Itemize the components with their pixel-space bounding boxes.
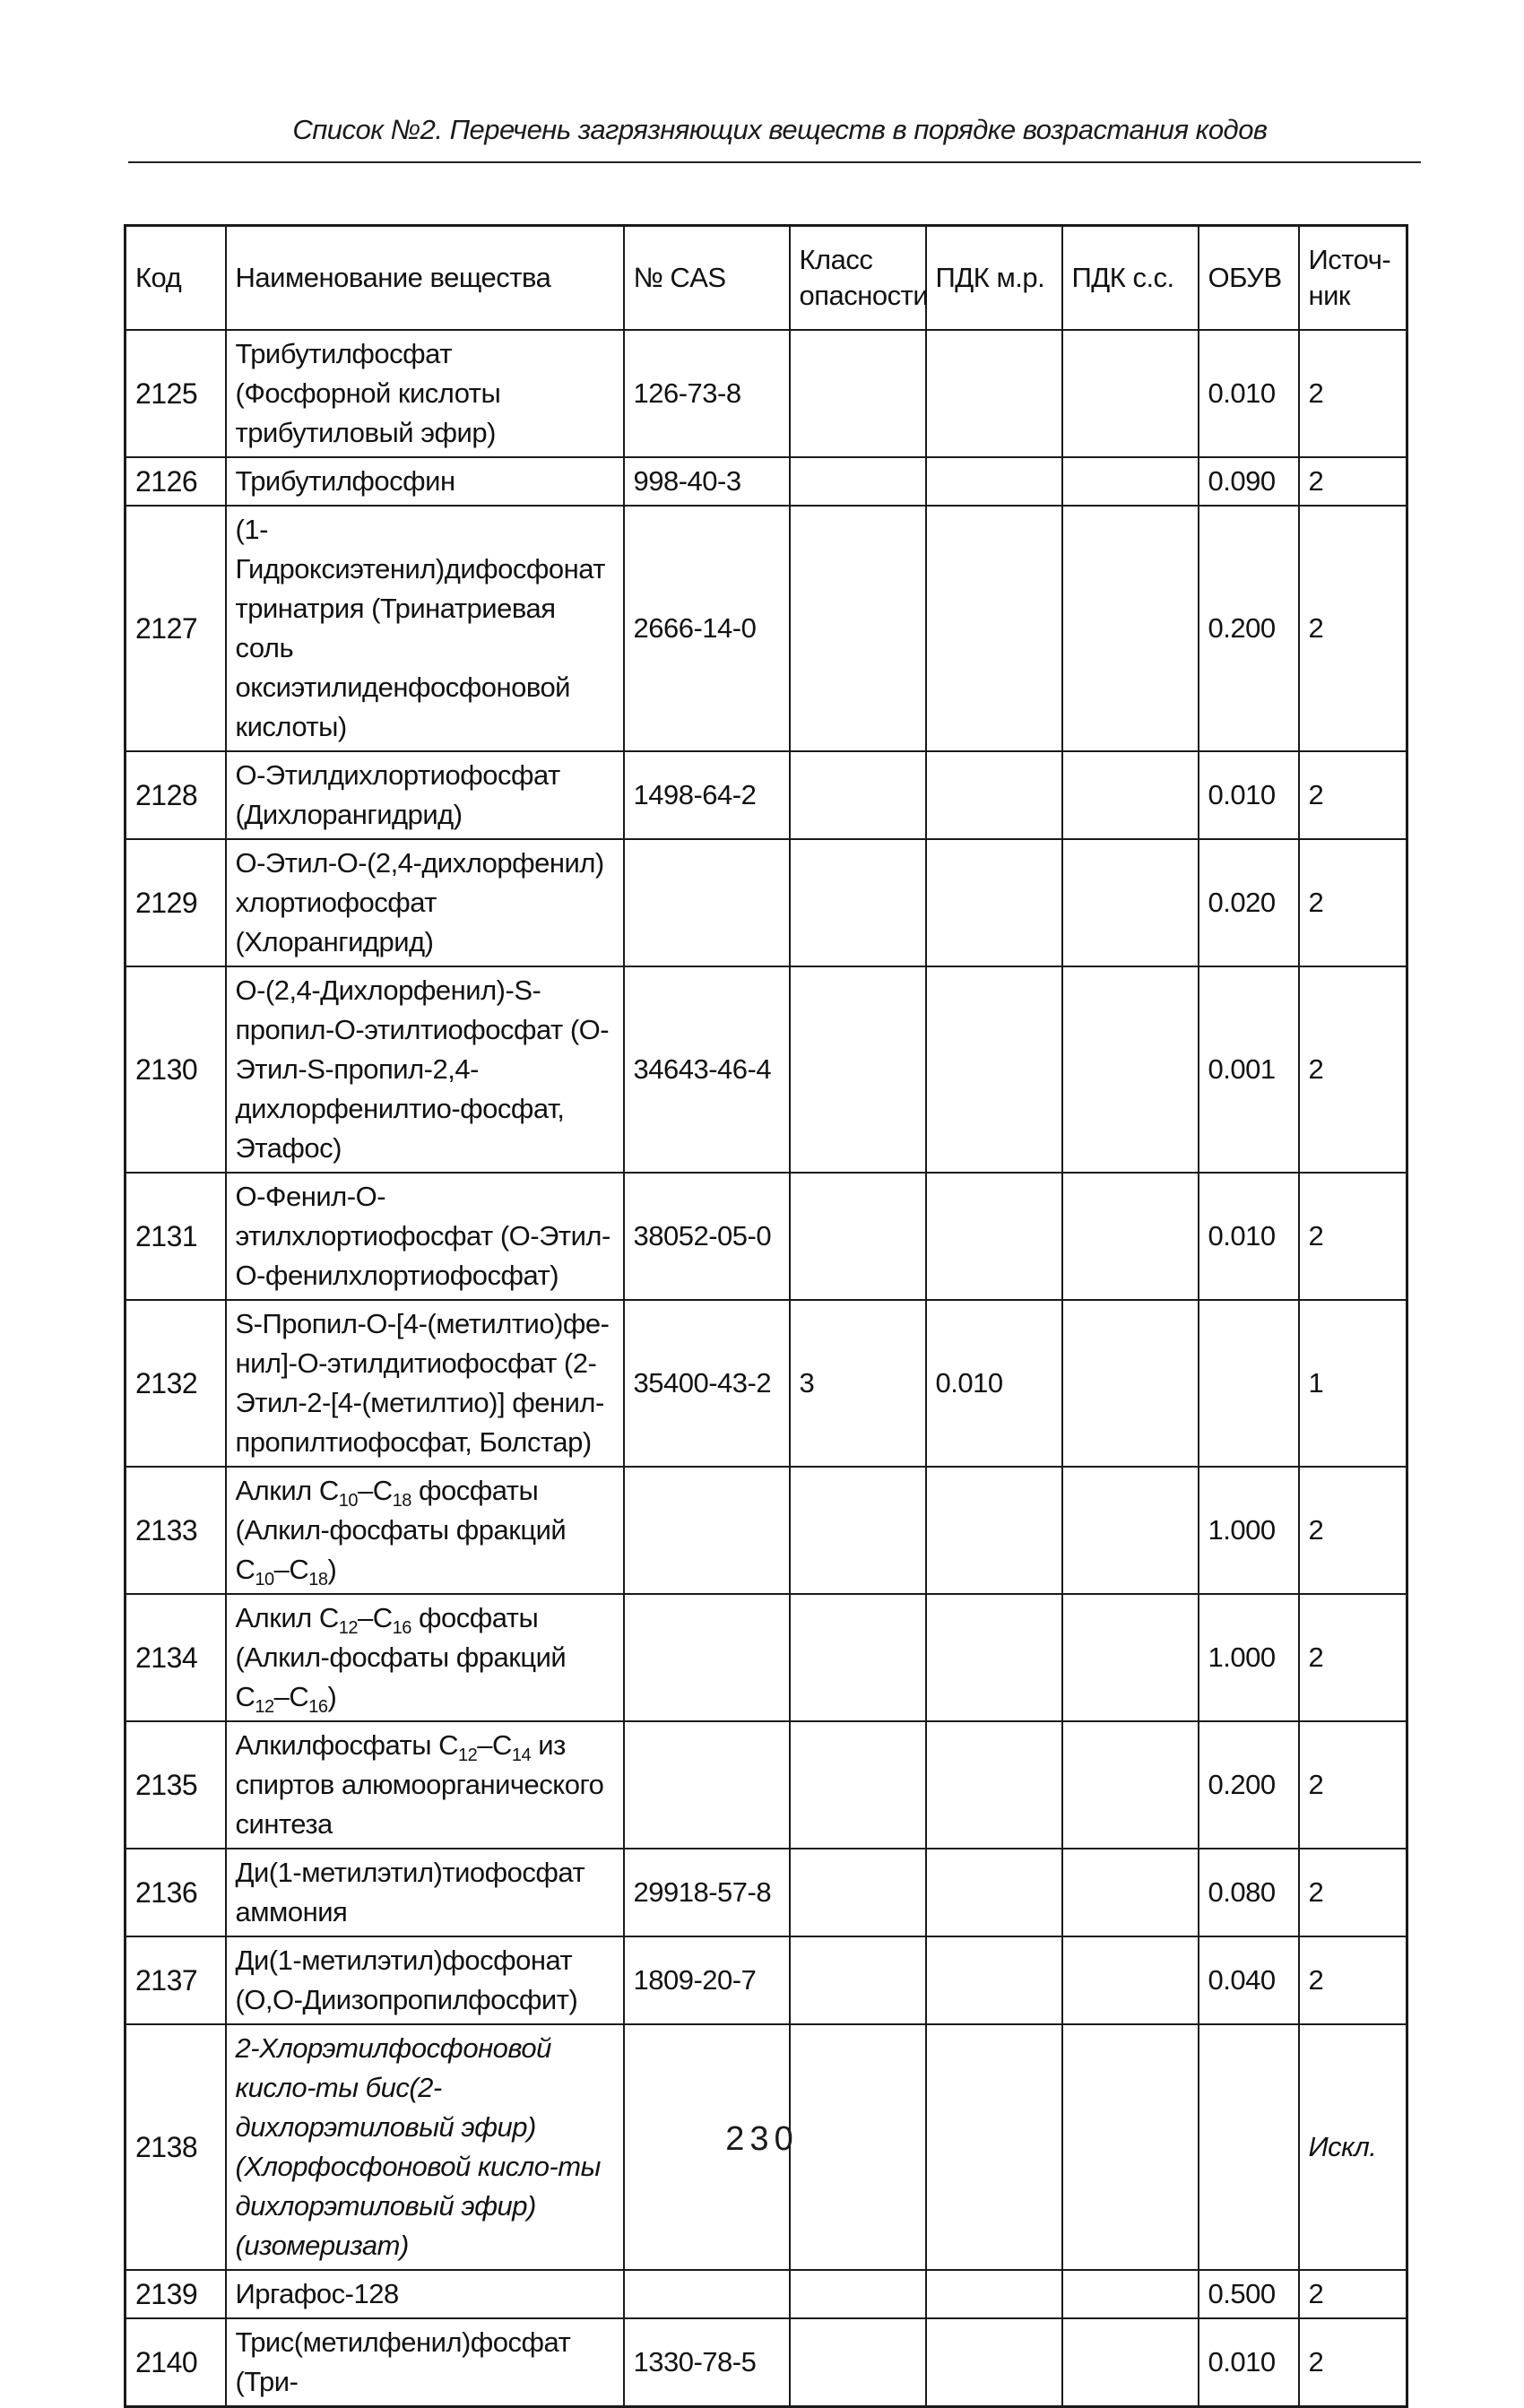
cell-obuv: 0.040: [1199, 1936, 1299, 2024]
cell-pdk-ss: [1062, 751, 1199, 839]
cell-name: [226, 1467, 624, 1594]
cell-hazard-class: [790, 1721, 926, 1849]
name-text: ): [327, 1681, 337, 1712]
cell-pdk-ss: [1062, 839, 1199, 966]
cell-cas: 998-40-3: [624, 457, 790, 506]
cell-source: Искл.: [1299, 2024, 1407, 2270]
cell-source: 2: [1299, 1721, 1407, 1849]
cell-cas: [624, 2270, 790, 2318]
cell-obuv: 0.001: [1199, 966, 1299, 1173]
cell-cas: 126-73-8: [624, 330, 790, 457]
cell-code: 2140: [126, 2318, 226, 2407]
subscript: 18: [392, 1491, 411, 1511]
cell-pdk-mr: [926, 457, 1062, 506]
cell-cas: [624, 1467, 790, 1594]
cell-hazard-class: [790, 1467, 926, 1594]
cell-pdk-mr: [926, 506, 1062, 751]
cell-source: 1: [1299, 1300, 1407, 1467]
cell-pdk-ss: [1062, 457, 1199, 506]
name-text: Алкил C: [235, 1475, 339, 1506]
cell-code: 2125: [126, 330, 226, 457]
table-row: [126, 1173, 1407, 1300]
cell-pdk-mr: [926, 330, 1062, 457]
table-row: [126, 1849, 1407, 1936]
name-text: –C: [273, 1554, 309, 1585]
cell-hazard-class: [790, 751, 926, 839]
cell-source: 2: [1299, 506, 1407, 751]
cell-pdk-mr: [926, 1849, 1062, 1936]
column-header-name: Наименование вещества: [226, 226, 624, 331]
cell-hazard-class: [790, 1936, 926, 2024]
subscript: 16: [392, 1618, 411, 1639]
cell-code: 2131: [126, 1173, 226, 1300]
table-row: [126, 330, 1407, 457]
cell-obuv: 1.000: [1199, 1594, 1299, 1721]
cell-code: 2139: [126, 2270, 226, 2318]
cell-name: О-Фенил-О-этилхлортиофосфат (О-Этил-О-фенилхлортиофосфат): [226, 1173, 624, 1300]
cell-source: 2: [1299, 2318, 1407, 2407]
cell-name: О-Этилдихлортиофосфат (Дихлорангидрид): [226, 751, 624, 839]
cell-pdk-mr: [926, 1467, 1062, 1594]
cell-cas: 1330-78-5: [624, 2318, 790, 2407]
cell-obuv: 0.020: [1199, 839, 1299, 966]
cell-obuv: 0.200: [1199, 1721, 1299, 1849]
cell-code: 2130: [126, 966, 226, 1173]
cell-source: 2: [1299, 330, 1407, 457]
cell-pdk-ss: [1062, 1594, 1199, 1721]
cell-code: 2134: [126, 1594, 226, 1721]
cell-pdk-mr: [926, 1173, 1062, 1300]
cell-pdk-mr: 0.010: [926, 1300, 1062, 1467]
cell-code: 2136: [126, 1849, 226, 1936]
column-header-obuv: ОБУВ: [1199, 226, 1299, 331]
cell-name: (1-Гидроксиэтенил)дифосфонат тринатрия (Тринатриевая соль оксиэтилиденфосфоновой кислоты): [226, 506, 624, 751]
cell-obuv: 1.000: [1199, 1467, 1299, 1594]
table-row: [126, 1594, 1407, 1721]
cell-name: [226, 1594, 624, 1721]
cell-obuv: 0.010: [1199, 330, 1299, 457]
cell-pdk-ss: [1062, 1849, 1199, 1936]
table-row: [126, 1936, 1407, 2024]
cell-obuv: 0.010: [1199, 1173, 1299, 1300]
table-row: [126, 2318, 1407, 2407]
column-header-pdk-mr: ПДК м.р.: [926, 226, 1062, 331]
column-header-code: Код: [126, 226, 226, 331]
cell-obuv: 0.090: [1199, 457, 1299, 506]
cell-obuv: 0.200: [1199, 506, 1299, 751]
cell-pdk-mr: [926, 839, 1062, 966]
name-text: –C: [357, 1475, 393, 1506]
cell-obuv: 0.500: [1199, 2270, 1299, 2318]
cell-code: 2138: [126, 2024, 226, 2270]
name-text: Алкил C: [235, 1602, 339, 1633]
cell-pdk-ss: [1062, 1936, 1199, 2024]
cell-source: 2: [1299, 1173, 1407, 1300]
cell-source: 2: [1299, 1467, 1407, 1594]
cell-name: Ди(1-метилэтил)тиофосфат аммония: [226, 1849, 624, 1936]
cell-pdk-ss: [1062, 506, 1199, 751]
cell-hazard-class: [790, 457, 926, 506]
column-header-source: Источ-ник: [1299, 226, 1407, 331]
page-number: 230: [725, 2120, 799, 2158]
cell-hazard-class: [790, 966, 926, 1173]
cell-cas: [624, 1721, 790, 1849]
cell-pdk-ss: [1062, 1721, 1199, 1849]
cell-pdk-mr: [926, 1594, 1062, 1721]
cell-pdk-ss: [1062, 1467, 1199, 1594]
cell-source: 2: [1299, 751, 1407, 839]
cell-obuv: 0.010: [1199, 2318, 1299, 2407]
cell-pdk-ss: [1062, 1300, 1199, 1467]
cell-pdk-mr: [926, 1936, 1062, 2024]
cell-pdk-ss: [1062, 330, 1199, 457]
cell-hazard-class: [790, 1594, 926, 1721]
cell-code: 2133: [126, 1467, 226, 1594]
cell-hazard-class: [790, 2318, 926, 2407]
cell-name: Трибутилфосфат (Фосфорной кислоты трибутиловый эфир): [226, 330, 624, 457]
cell-name: Трис(метилфенил)фосфат (Три-: [226, 2318, 624, 2407]
cell-hazard-class: 3: [790, 1300, 926, 1467]
subscript: 12: [255, 1697, 274, 1718]
name-text: фосфаты (Алкил-фосфаты фракций C: [235, 1602, 567, 1712]
cell-source: 2: [1299, 457, 1407, 506]
cell-source: 2: [1299, 1936, 1407, 2024]
cell-code: 2129: [126, 839, 226, 966]
column-header-cas: № CAS: [624, 226, 790, 331]
cell-name: S-Пропил-О-[4-(метилтио)фе-нил]-О-этилдитиофосфат (2-Этил-2-[4-(метилтио)] фенил-пропилтиофосфат, Болстар): [226, 1300, 624, 1467]
cell-hazard-class: [790, 2270, 926, 2318]
cell-obuv: 0.080: [1199, 1849, 1299, 1936]
cell-source: 2: [1299, 839, 1407, 966]
cell-pdk-mr: [926, 966, 1062, 1173]
name-text: ): [327, 1554, 337, 1585]
subscript: 14: [511, 1745, 532, 1766]
cell-name: О-Этил-О-(2,4-дихлорфенил) хлортиофосфат (Хлорангидрид): [226, 839, 624, 966]
subscript: 12: [458, 1745, 478, 1766]
cell-name: Трибутилфосфин: [226, 457, 624, 506]
table-row: [126, 751, 1407, 839]
cell-cas: [624, 839, 790, 966]
cell-cas: 38052-05-0: [624, 1173, 790, 1300]
cell-hazard-class: [790, 839, 926, 966]
table-row: [126, 457, 1407, 506]
cell-source: 2: [1299, 2270, 1407, 2318]
cell-pdk-mr: [926, 2270, 1062, 2318]
cell-source: 2: [1299, 1849, 1407, 1936]
cell-code: 2135: [126, 1721, 226, 1849]
cell-name: 2-Хлорэтилфосфоновой кисло-ты бис(2-дихлорэтиловый эфир) (Хлорфосфоновой кисло-ты дихлорэтиловый эфир) (изомеризат): [226, 2024, 624, 2270]
name-text: фосфаты (Алкил-фосфаты фракций C: [235, 1475, 567, 1585]
name-text: –C: [477, 1729, 512, 1761]
table-row: [126, 1300, 1407, 1467]
cell-source: 2: [1299, 1594, 1407, 1721]
column-header-hazard-class: Класс опасности: [790, 226, 926, 331]
cell-cas: 1498-64-2: [624, 751, 790, 839]
cell-pdk-mr: [926, 2318, 1062, 2407]
table-row: [126, 506, 1407, 751]
cell-hazard-class: [790, 506, 926, 751]
cell-name: Ди(1-метилэтил)фосфонат (О,О-Диизопропилфосфит): [226, 1936, 624, 2024]
header-rule: [128, 161, 1421, 163]
cell-code: 2127: [126, 506, 226, 751]
cell-hazard-class: [790, 1173, 926, 1300]
cell-name: [226, 1721, 624, 1849]
name-text: из спиртов алюмоорганического синтеза: [235, 1729, 604, 1840]
cell-obuv: 0.010: [1199, 751, 1299, 839]
table-header-row: [126, 226, 1407, 331]
table-row: [126, 839, 1407, 966]
subscript: 18: [308, 1570, 328, 1590]
cell-source: 2: [1299, 966, 1407, 1173]
cell-obuv: [1199, 1300, 1299, 1467]
cell-code: 2132: [126, 1300, 226, 1467]
cell-cas: 35400-43-2: [624, 1300, 790, 1467]
substances-table: [124, 224, 1408, 2408]
table-row: [126, 2270, 1407, 2318]
cell-pdk-ss: [1062, 2270, 1199, 2318]
cell-name: Иргафос-128: [226, 2270, 624, 2318]
table-row: [126, 1467, 1407, 1594]
subscript: 10: [338, 1491, 358, 1511]
name-text: –C: [273, 1681, 309, 1712]
cell-pdk-ss: [1062, 966, 1199, 1173]
name-text: Алкилфосфаты C: [235, 1729, 459, 1761]
cell-hazard-class: [790, 330, 926, 457]
cell-cas: [624, 1594, 790, 1721]
cell-name: О-(2,4-Дихлорфенил)-S-пропил-О-этилтиофосфат (О-Этил-S-пропил-2,4-дихлорфенилтио-фосфат, Этафос): [226, 966, 624, 1173]
running-header: Список №2. Перечень загрязняющих веществ в порядке возрастания кодов: [292, 114, 1268, 145]
subscript: 16: [308, 1697, 328, 1718]
column-header-pdk-ss: ПДК с.с.: [1062, 226, 1199, 331]
cell-pdk-mr: [926, 1721, 1062, 1849]
table-row: [126, 1721, 1407, 1849]
cell-cas: 34643-46-4: [624, 966, 790, 1173]
cell-pdk-mr: [926, 751, 1062, 839]
cell-code: 2128: [126, 751, 226, 839]
cell-code: 2137: [126, 1936, 226, 2024]
cell-code: 2126: [126, 457, 226, 506]
name-text: –C: [357, 1602, 393, 1633]
cell-pdk-ss: [1062, 1173, 1199, 1300]
subscript: 10: [255, 1570, 274, 1590]
subscript: 12: [338, 1618, 358, 1639]
cell-cas: 1809-20-7: [624, 1936, 790, 2024]
cell-cas: 29918-57-8: [624, 1849, 790, 1936]
table-row: [126, 966, 1407, 1173]
cell-cas: 2666-14-0: [624, 506, 790, 751]
cell-hazard-class: [790, 1849, 926, 1936]
cell-pdk-ss: [1062, 2318, 1199, 2407]
